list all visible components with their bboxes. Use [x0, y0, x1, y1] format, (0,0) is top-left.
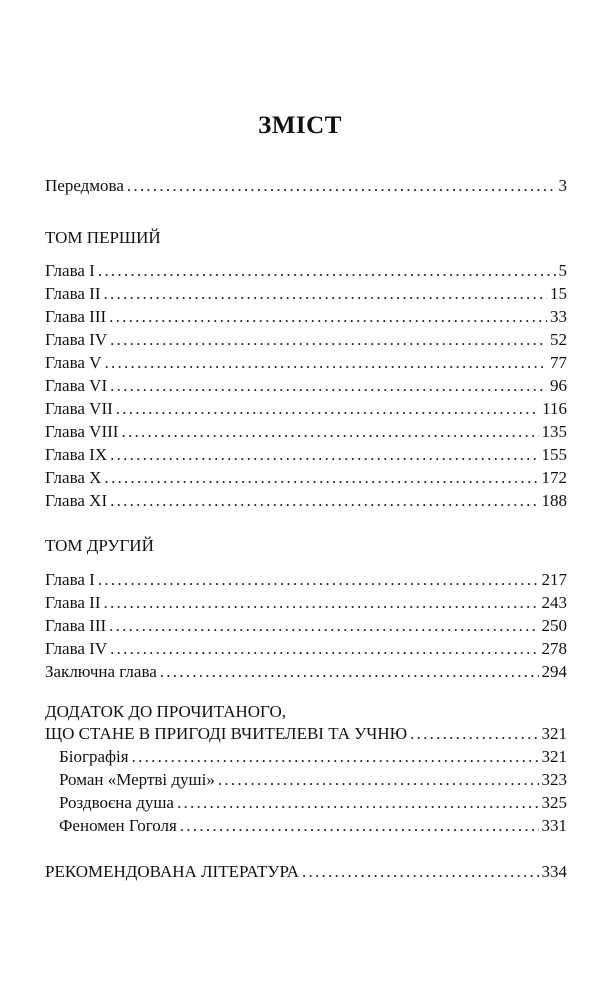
toc-subentry[interactable]: [59, 792, 567, 814]
toc-subentry[interactable]: [59, 746, 567, 768]
dot-leader: [109, 615, 538, 637]
page-title: ЗМІСТ: [258, 112, 342, 139]
toc-entry[interactable]: [45, 260, 567, 282]
entry-page: 33: [550, 307, 567, 326]
dot-leader: [104, 283, 548, 305]
toc-entry[interactable]: [45, 375, 567, 397]
entry-page: 52: [550, 330, 567, 349]
entry-page: 243: [541, 593, 567, 612]
toc-entry[interactable]: [45, 569, 567, 591]
dot-leader: [410, 723, 538, 745]
entry-page: 15: [550, 284, 567, 303]
dot-leader: [98, 260, 556, 282]
entry-label: Глава VIII: [45, 422, 119, 441]
entry-label: Глава X: [45, 468, 102, 487]
toc-entry[interactable]: [45, 421, 567, 443]
entry-page: 3: [558, 176, 567, 195]
entry-label: Глава II: [45, 284, 101, 303]
entry-label: Феномен Гоголя: [59, 816, 177, 835]
toc-entry[interactable]: [45, 661, 567, 683]
entry-page: 278: [541, 639, 567, 658]
entry-label: Біографія: [59, 747, 129, 766]
toc-entry[interactable]: [45, 490, 567, 512]
toc-entry[interactable]: [45, 615, 567, 637]
entry-page: 217: [541, 570, 567, 589]
dot-leader: [109, 306, 547, 328]
entry-label: Глава III: [45, 307, 107, 326]
appendix-heading: ДОДАТОК ДО ПРОЧИТАНОГО,: [45, 702, 286, 721]
entry-label: Глава IV: [45, 330, 108, 349]
entry-page: 321: [541, 747, 567, 766]
dot-leader: [180, 815, 539, 837]
entry-page: 331: [541, 816, 567, 835]
entry-label: ЩО СТАНЕ В ПРИГОДІ ВЧИТЕЛЕВІ ТА УЧНЮ: [45, 724, 408, 743]
toc-entry[interactable]: [45, 592, 567, 614]
dot-leader: [116, 398, 539, 420]
section-heading-volume2: ТОМ ДРУГИЙ: [45, 536, 154, 555]
entry-label: Глава IV: [45, 639, 108, 658]
entry-page: 294: [541, 662, 567, 681]
entry-page: 325: [541, 793, 567, 812]
dot-leader: [160, 661, 539, 683]
dot-leader: [104, 592, 539, 614]
toc-entry[interactable]: [45, 467, 567, 489]
entry-label: Заключна глава: [45, 662, 157, 681]
toc-subentry[interactable]: [59, 769, 567, 791]
dot-leader: [121, 421, 538, 443]
entry-page: 172: [541, 468, 567, 487]
entry-page: 334: [541, 862, 567, 881]
dot-leader: [127, 175, 556, 197]
toc-entry-literature[interactable]: [45, 861, 567, 883]
toc-entry-appendix[interactable]: [45, 723, 567, 745]
dot-leader: [302, 861, 538, 883]
entry-label: Глава I: [45, 261, 95, 280]
dot-leader: [132, 746, 539, 768]
entry-page: 188: [541, 491, 567, 510]
entry-label: Глава VI: [45, 376, 108, 395]
entry-page: 96: [550, 376, 567, 395]
entry-page: 77: [550, 353, 567, 372]
dot-leader: [218, 769, 539, 791]
dot-leader: [104, 352, 547, 374]
toc-entry[interactable]: [45, 329, 567, 351]
entry-page: 321: [541, 724, 567, 743]
dot-leader: [110, 638, 538, 660]
dot-leader: [177, 792, 539, 814]
toc-entry[interactable]: [45, 398, 567, 420]
entry-label: Глава XI: [45, 491, 108, 510]
dot-leader: [110, 375, 547, 397]
entry-label: Глава IX: [45, 445, 108, 464]
entry-label: Роман «Мертві душі»: [59, 770, 215, 789]
toc-entry[interactable]: [45, 444, 567, 466]
entry-label: Передмова: [45, 176, 124, 195]
entry-page: 323: [541, 770, 567, 789]
entry-label: РЕКОМЕНДОВАНА ЛІТЕРАТУРА: [45, 862, 300, 881]
entry-page: 116: [542, 399, 567, 418]
entry-label: Глава VII: [45, 399, 113, 418]
dot-leader: [110, 329, 547, 351]
toc-entry[interactable]: [45, 638, 567, 660]
dot-leader: [98, 569, 539, 591]
toc-subentry[interactable]: [59, 815, 567, 837]
entry-page: 250: [541, 616, 567, 635]
entry-label: Глава III: [45, 616, 107, 635]
entry-label: Глава II: [45, 593, 101, 612]
dot-leader: [104, 467, 538, 489]
entry-page: 5: [558, 261, 567, 280]
section-heading-volume1: ТОМ ПЕРШИЙ: [45, 228, 161, 247]
dot-leader: [110, 444, 538, 466]
entry-label: Глава V: [45, 353, 102, 372]
toc-entry[interactable]: [45, 306, 567, 328]
entry-page: 135: [541, 422, 567, 441]
entry-label: Роздвоєна душа: [59, 793, 174, 812]
dot-leader: [110, 490, 538, 512]
toc-entry-intro[interactable]: [45, 175, 567, 197]
toc-entry[interactable]: [45, 352, 567, 374]
entry-label: Глава I: [45, 570, 95, 589]
entry-page: 155: [541, 445, 567, 464]
toc-entry[interactable]: [45, 283, 567, 305]
